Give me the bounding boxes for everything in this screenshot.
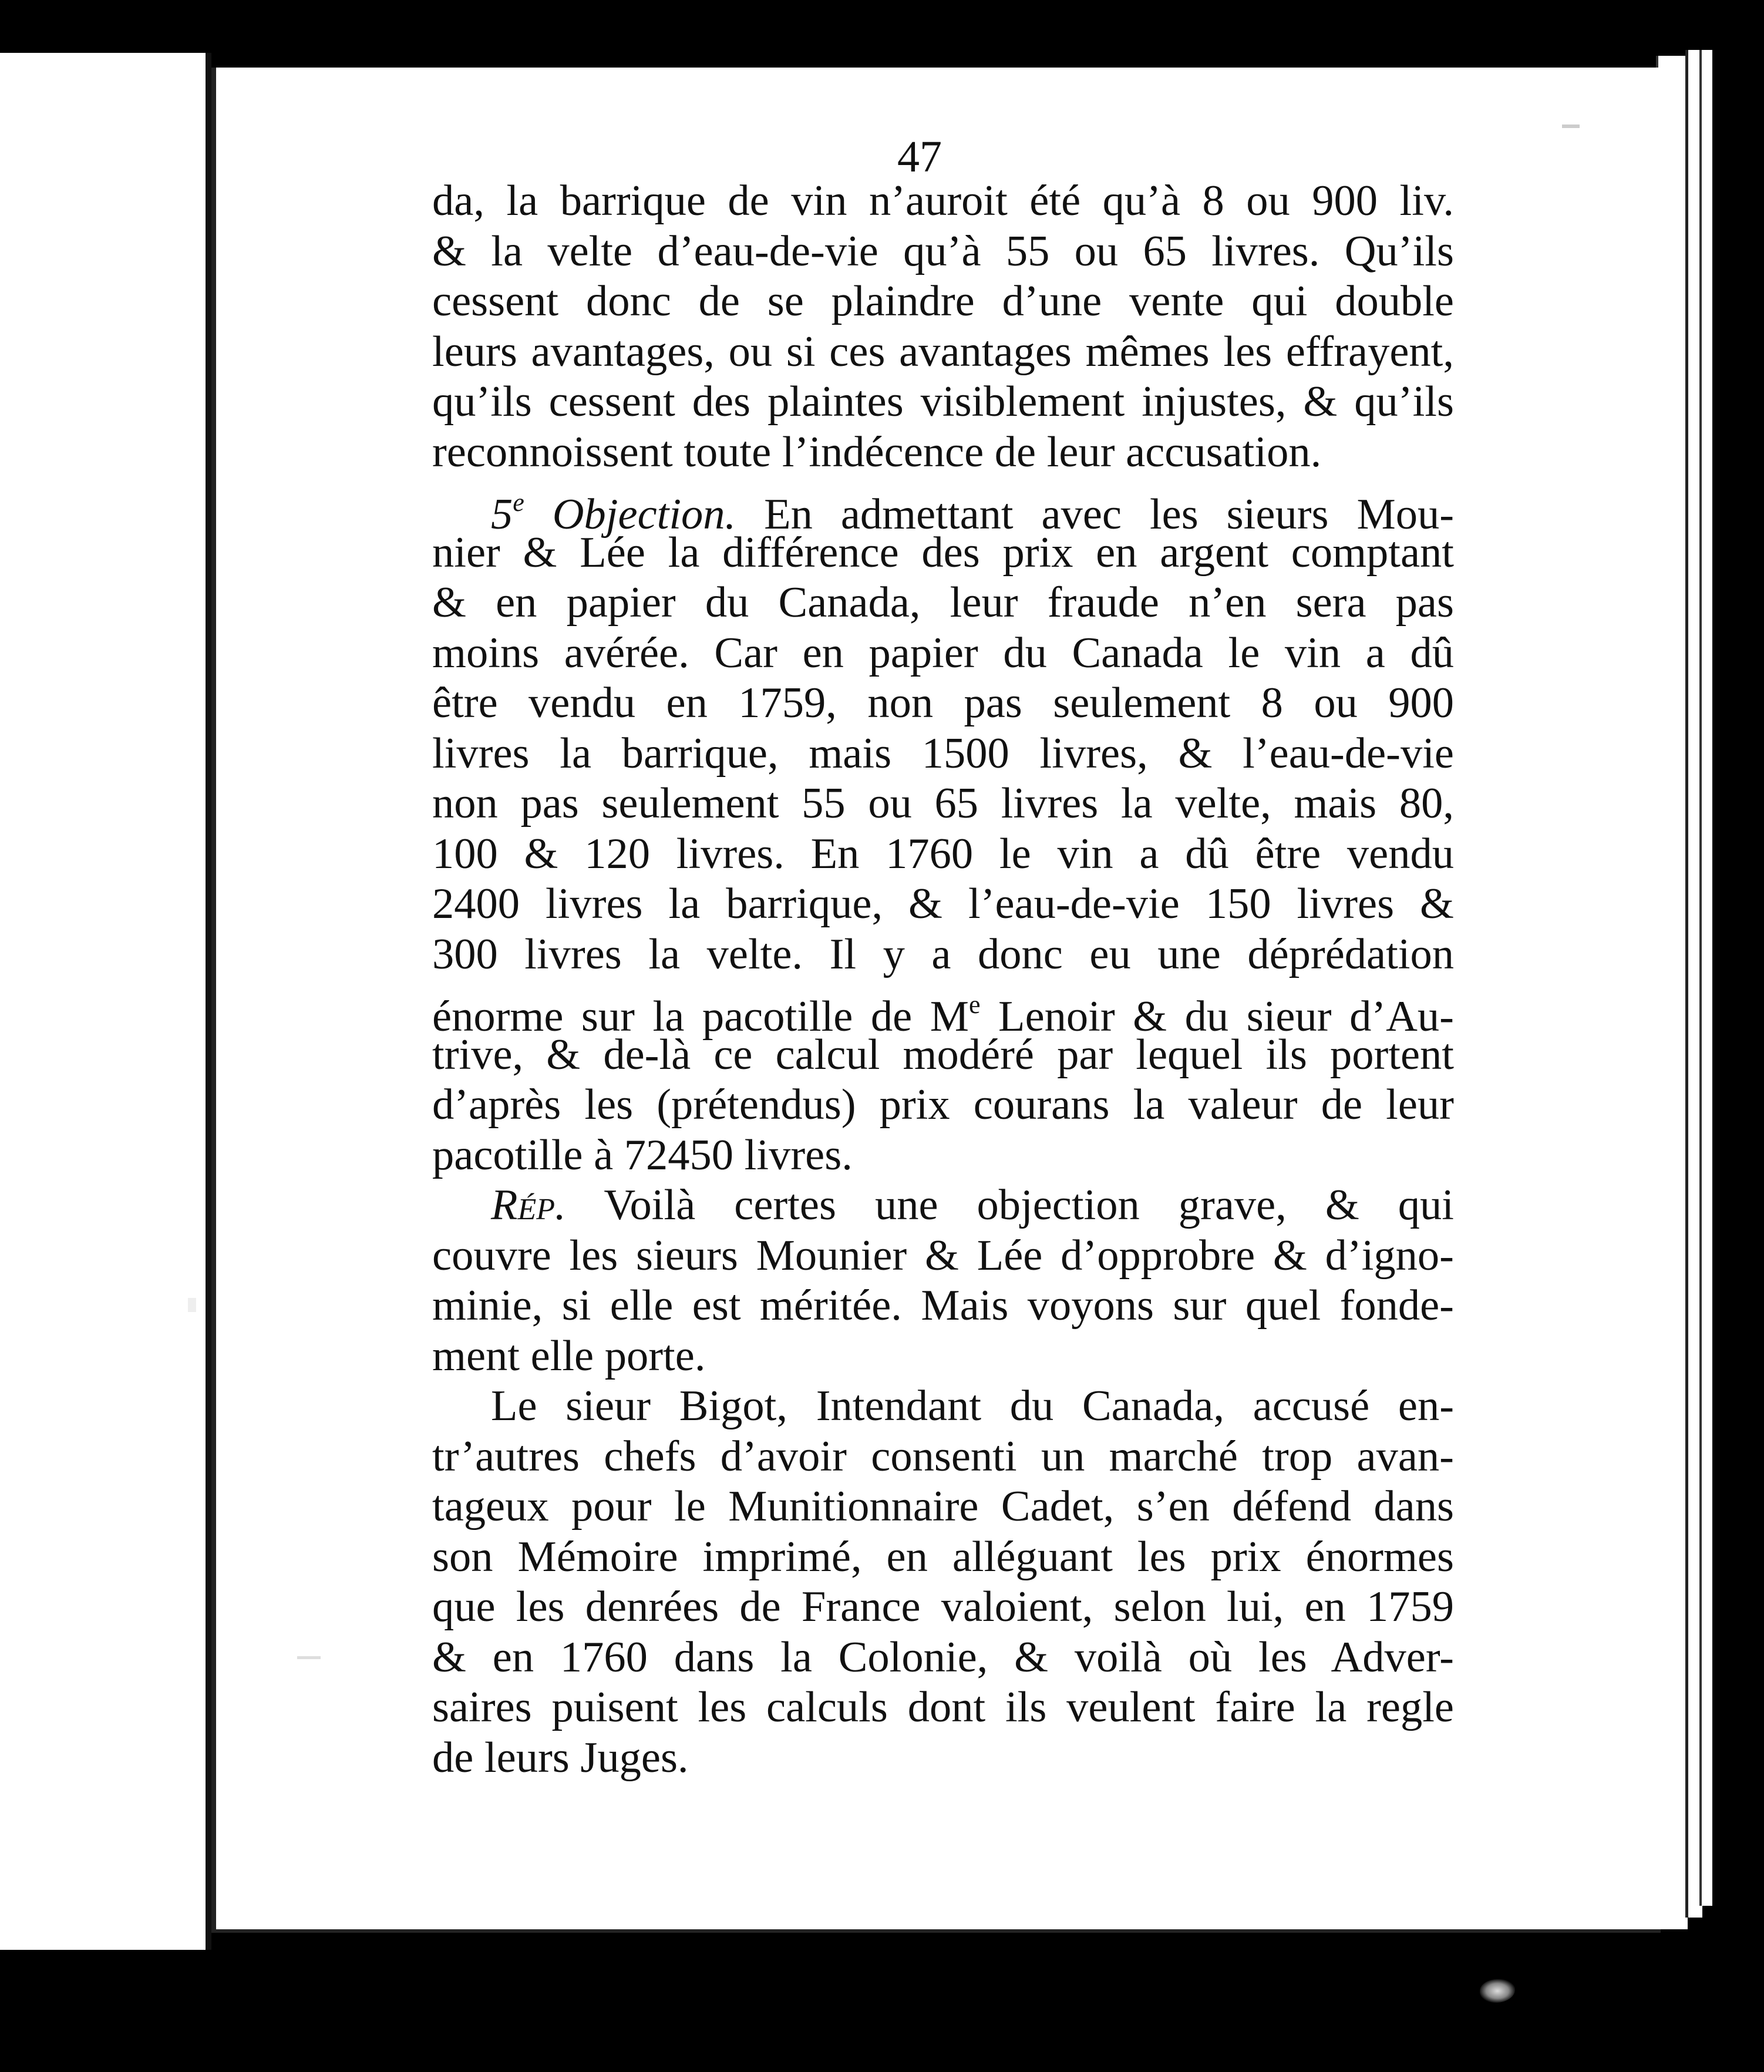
- text-line: & la velte d’eau-de-vie qu’à 55 ou 65 livres. Qu’ils: [432, 227, 1454, 275]
- text-line: & en 1760 dans la Colonie, & voilà où les Adver-: [432, 1633, 1454, 1681]
- reply-label: Rép.: [491, 1181, 566, 1229]
- text-line: nier & Lée la différence des prix en argent comptant: [432, 528, 1454, 577]
- page-edge: [1656, 56, 1688, 1929]
- scan-mark: [188, 1298, 196, 1312]
- text-line: son Mémoire imprimé, en alléguant les prix énormes: [432, 1532, 1454, 1581]
- text-line: livres la barrique, mais 1500 livres, & l’eau-de-vie: [432, 729, 1454, 778]
- text-line: da, la barrique de vin n’auroit été qu’à 8 ou 900 liv.: [432, 177, 1454, 225]
- text-line: être vendu en 1759, non pas seulement 8 ou 900: [432, 679, 1454, 727]
- text-line: trive, & de-là ce calcul modéré par lequel ils portent: [432, 1030, 1454, 1079]
- scan-mark: [297, 1656, 321, 1659]
- text-line: d’après les (prétendus) prix courans la valeur de leur: [432, 1081, 1454, 1129]
- reply-line: Rép. Voilà certes une objection grave, & qui: [491, 1181, 1455, 1229]
- objection-label: 5e Objection.: [491, 488, 736, 539]
- page-number: 47: [897, 132, 942, 181]
- text-line: ment elle porte.: [432, 1331, 706, 1380]
- scan-artifact: [1480, 1979, 1515, 2003]
- text-line: de leurs Juges.: [432, 1733, 689, 1782]
- scan-mark: [1562, 125, 1580, 128]
- text-line: énorme sur la pacotille de Me Lenoir & du sieur d’Au-: [432, 990, 1454, 1041]
- text-line: leurs avantages, ou si ces avantages mêmes les effrayent,: [432, 327, 1454, 376]
- text-line: 2400 livres la barrique, & l’eau-de-vie 150 livres &: [432, 880, 1454, 928]
- text-line: moins avérée. Car en papier du Canada le vin a dû: [432, 628, 1454, 677]
- objection-line: 5e Objection. En admettant avec les sieurs Mou-: [491, 488, 1455, 539]
- page-edge: [1699, 50, 1712, 1906]
- text-line: couvre les sieurs Mounier & Lée d’opprobre & d’igno-: [432, 1231, 1454, 1280]
- text-line: Le sieur Bigot, Intendant du Canada, accusé en-: [491, 1382, 1454, 1430]
- text-line: que les denrées de France valoient, selon lui, en 1759: [432, 1583, 1454, 1631]
- text-line: cessent donc de se plaindre d’une vente qui double: [432, 277, 1454, 325]
- text-line: 100 & 120 livres. En 1760 le vin a dû être vendu: [432, 829, 1454, 878]
- text-line: 300 livres la velte. Il y a donc eu une déprédation: [432, 930, 1454, 978]
- text-line: tageux pour le Munitionnaire Cadet, s’en défend dans: [432, 1482, 1454, 1531]
- text-line: qu’ils cessent des plaintes visiblement injustes, & qu’ils: [432, 378, 1454, 426]
- previous-page-strip: [0, 53, 211, 1950]
- text-line: reconnoissent toute l’indécence de leur accusation.: [432, 428, 1322, 476]
- text-line: pacotille à 72450 livres.: [432, 1131, 853, 1179]
- text-line: non pas seulement 55 ou 65 livres la velte, mais 80,: [432, 779, 1454, 828]
- text-line: tr’autres chefs d’avoir consenti un marché trop avan-: [432, 1432, 1454, 1481]
- page-text: [432, 176, 1454, 1783]
- text-line: minie, si elle est méritée. Mais voyons sur quel fonde-: [432, 1281, 1454, 1330]
- text-line: saires puisent les calculs dont ils veulent faire la regle: [432, 1683, 1454, 1731]
- text-line: & en papier du Canada, leur fraude n’en sera pas: [432, 578, 1454, 627]
